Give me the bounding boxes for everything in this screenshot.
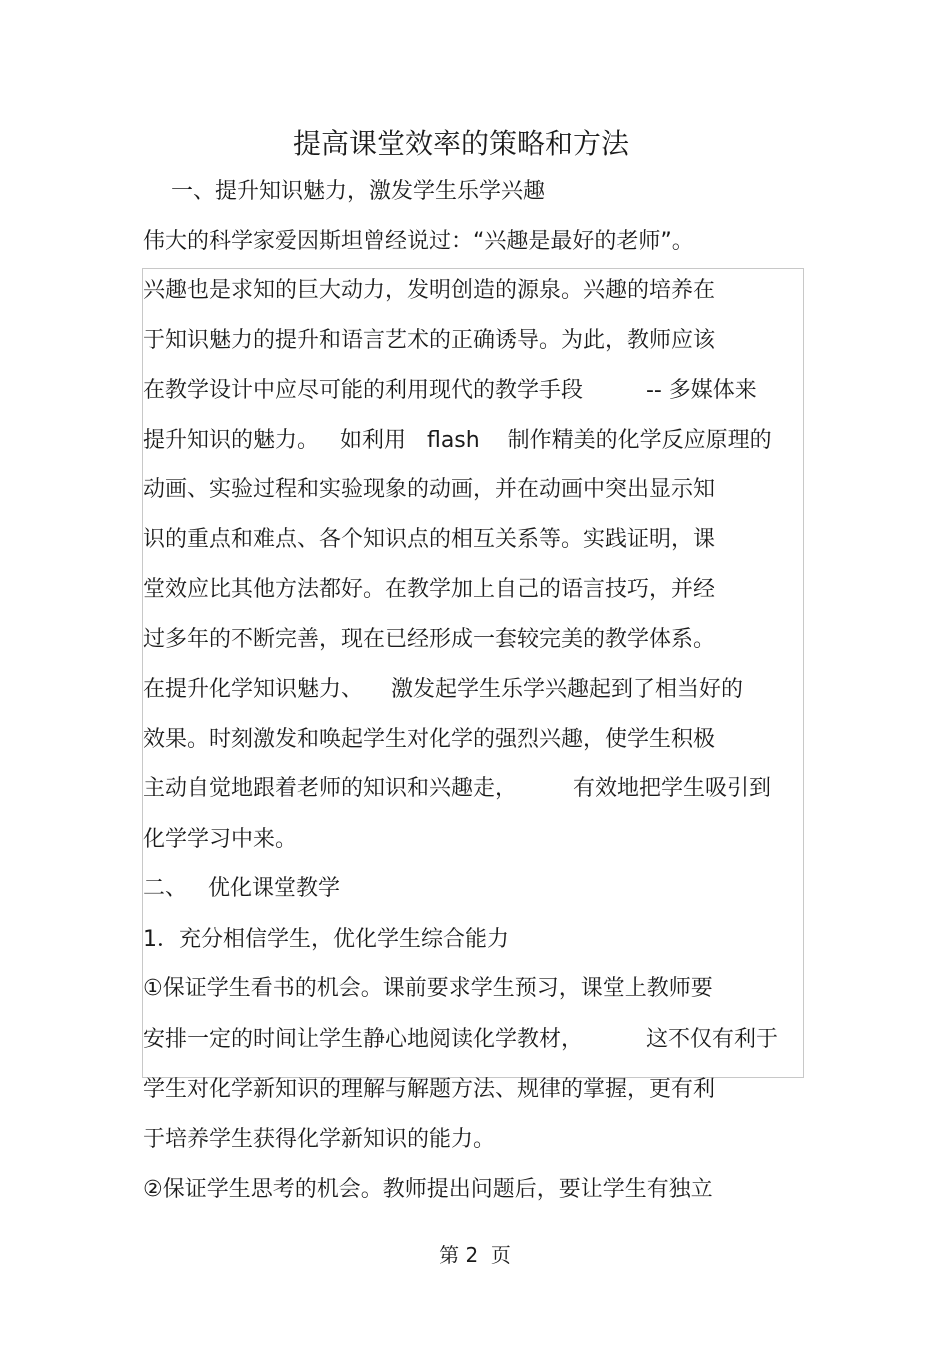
paragraph-line: 于知识魅力的提升和语言艺术的正确诱导。为此，教师应该 [143,328,716,353]
paragraph-line: ①保证学生看书的机会。课前要求学生预习，课堂上教师要 [143,976,713,1001]
paragraph-line: 动画、实验过程和实验现象的动画，并在动画中突出显示知 [143,477,716,502]
paragraph-line: ②保证学生思考的机会。教师提出问题后，要让学生有独立 [143,1177,713,1202]
subsection-heading: 1．充分相信学生，优化学生综合能力 [143,927,509,952]
paragraph-line: 提升知识的魅力。 如利用 flash 制作精美的化学反应原理的 [143,428,772,453]
paragraph-line: 识的重点和难点、各个知识点的相互关系等。实践证明，课 [143,527,716,552]
page-number: 第 2 页 [439,1243,511,1267]
document-title: 提高课堂效率的策略和方法 [292,127,629,160]
paragraph-line: 兴趣也是求知的巨大动力，发明创造的源泉。兴趣的培养在 [143,278,716,303]
section-heading-1: 一、提升知识魅力，激发学生乐学兴趣 [143,179,545,204]
paragraph-line: 化学学习中来。 [143,827,298,852]
paragraph-line: 在提升化学知识魅力、 激发起学生乐学兴趣起到了相当好的 [143,677,743,702]
paragraph-line: 效果。时刻激发和唤起学生对化学的强烈兴趣，使学生积极 [143,727,716,752]
paragraph-line: 在教学设计中应尽可能的利用现代的教学手段 -- 多媒体来 [143,378,757,403]
paragraph-line: 安排一定的时间让学生静心地阅读化学教材， 这不仅有利于 [143,1027,778,1052]
paragraph-line: 学生对化学新知识的理解与解题方法、规律的掌握，更有利 [143,1077,716,1102]
paragraph-line: 主动自觉地跟着老师的知识和兴趣走， 有效地把学生吸引到 [143,776,771,801]
paragraph-line: 堂效应比其他方法都好。在教学加上自己的语言技巧，并经 [143,577,716,602]
paragraph-line: 于培养学生获得化学新知识的能力。 [143,1127,496,1152]
paragraph-line: 伟大的科学家爱因斯坦曾经说过：“兴趣是最好的老师”。 [143,229,694,254]
section-heading-2: 二、 优化课堂教学 [143,876,340,901]
paragraph-line: 过多年的不断完善，现在已经形成一套较完美的教学体系。 [143,627,716,652]
